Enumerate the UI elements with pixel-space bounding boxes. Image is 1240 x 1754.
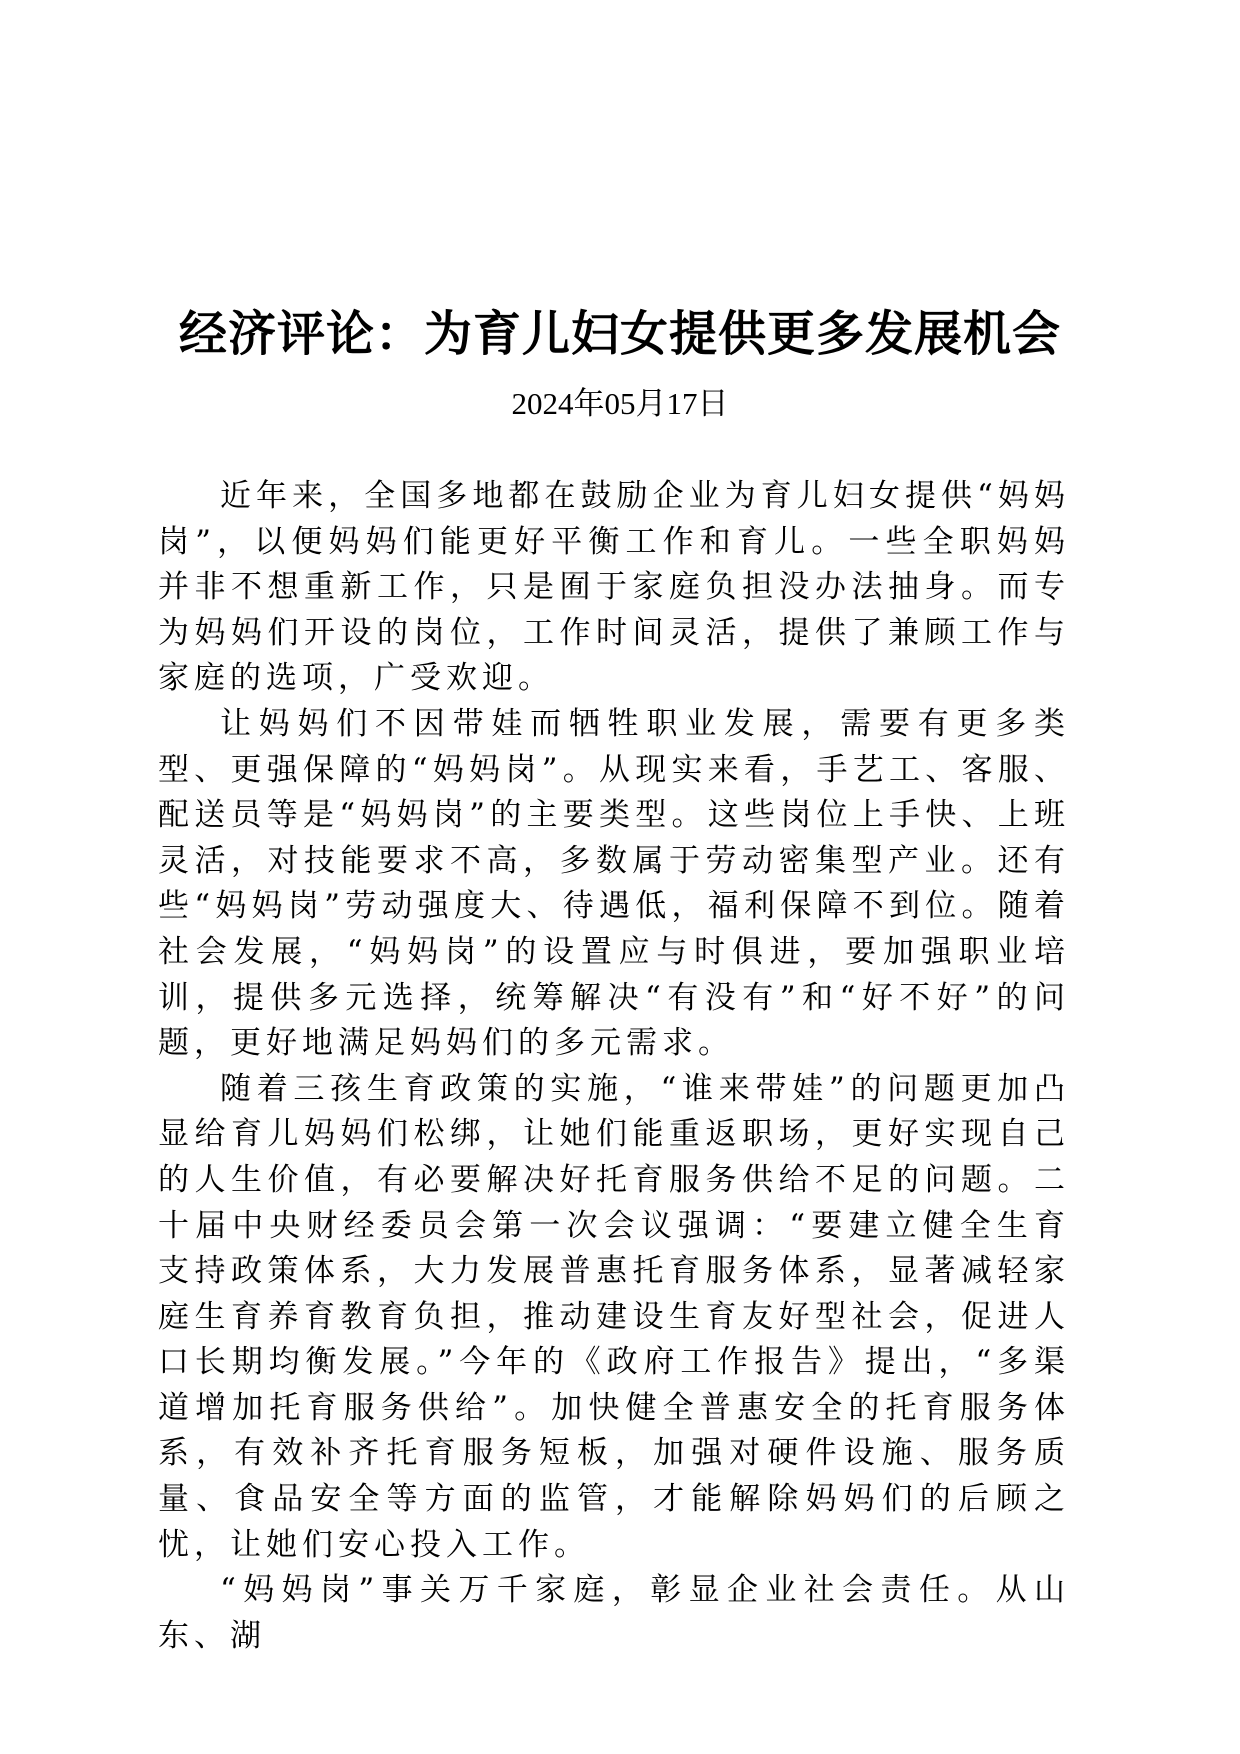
article-date: 2024年05月17日 — [511, 386, 729, 421]
article-title: 经济评论：为育儿妇女提供更多发展机会 — [178, 306, 1061, 362]
paragraph-1: 近年来，全国多地都在鼓励企业为育儿妇女提供“妈妈岗”，以便妈妈们能更好平衡工作和育儿。一些全职妈妈并非不想重新工作，只是囿于家庭负担没办法抽身。而专为妈妈们开设的岗位，工作时间灵活，提供了兼顾工作与家庭的选项，广受欢迎。 — [158, 478, 1070, 697]
paragraph-4: “妈妈岗”事关万千家庭，彰显企业社会责任。从山东、湖 — [158, 1572, 1070, 1654]
article-body — [158, 474, 1070, 1659]
paragraph-3: 随着三孩生育政策的实施，“谁来带娃”的问题更加凸显给育儿妈妈们松绑，让她们能重返职场，更好实现自己的人生价值，有必要解决好托育服务供给不足的问题。二十届中央财经委员会第一次会议强调：“要建立健全生育支持政策体系，大力发展普惠托育服务体系，显著减轻家庭生育养育教育负担，推动建设生育友好型社会，促进人口长期均衡发展。”今年的《政府工作报告》提出，“多渠道增加托育服务供给”。加快健全普惠安全的托育服务体系，有效补齐托育服务短板，加强对硬件设施、服务质量、食品安全等方面的监管，才能解除妈妈们的后顾之忧，让她们安心投入工作。 — [158, 1070, 1070, 1563]
paragraph-2: 让妈妈们不因带娃而牺牲职业发展，需要有更多类型、更强保障的“妈妈岗”。从现实来看，手艺工、客服、配送员等是“妈妈岗”的主要类型。这些岗位上手快、上班灵活，对技能要求不高，多数属于劳动密集型产业。还有些“妈妈岗”劳动强度大、待遇低，福利保障不到位。随着社会发展，“妈妈岗”的设置应与时俱进，要加强职业培训，提供多元选择，统筹解决“有没有”和“好不好”的问题，更好地满足妈妈们的多元需求。 — [158, 705, 1070, 1062]
